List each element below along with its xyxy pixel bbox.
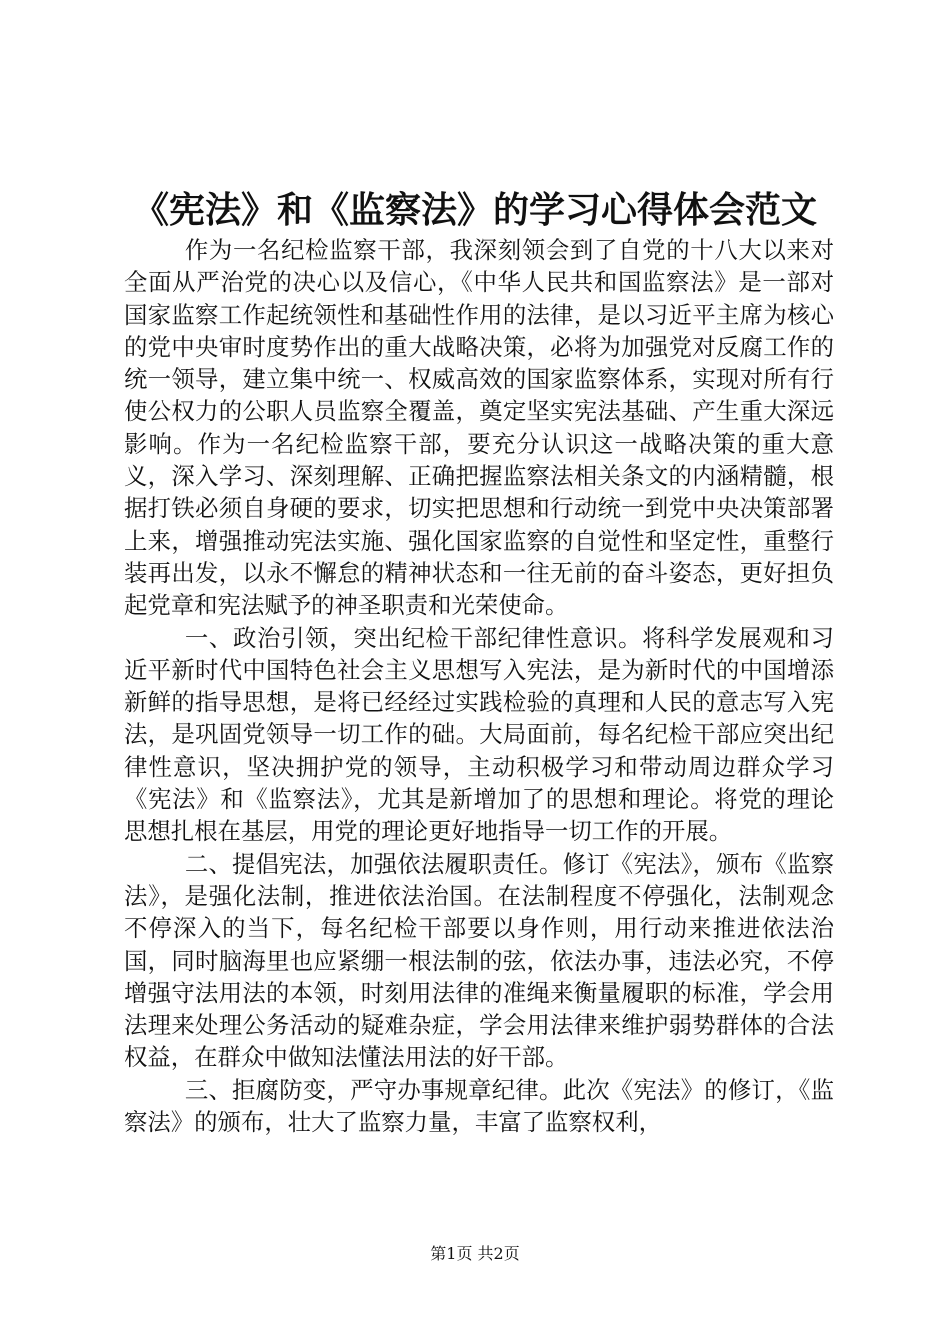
paragraph-intro: 作为一名纪检监察干部，我深刻领会到了自党的十八大以来对全面从严治党的决心以及信心，《中华人民共和国监察法》是一部对国家监察工作起统领性和基础性作用的法律，是以习近平主席为核心的党中央审时度势作出的重大战略决策，必将为加强党对反腐工作的统一领导，建立集中统一、权威高效的国家监察体系，实现对所有行使公权力的公职人员监察全覆盖，奠定坚实宪法基础、产生重大深远影响。作为一名纪检监察干部，要充分认识这一战略决策的重大意义，深入学习、深刻理解、正确把握监察法相关条文的内涵精髓，根据打铁必须自身硬的要求，切实把思想和行动统一到党中央决策部署上来，增强推动宪法实施、强化国家监察的自觉性和坚定性，重整行装再出发，以永不懈怠的精神状态和一往无前的奋斗姿态，更好担负起党章和宪法赋予的神圣职责和光荣使命。	[124, 236, 834, 620]
document-title: 《宪法》和《监察法》的学习心得体会范文	[132, 189, 817, 231]
paragraph-section-1: 一、政治引领，突出纪检干部纪律性意识。将科学发展观和习近平新时代中国特色社会主义思想写入宪法，是为新时代的中国增添新鲜的指导思想，是将已经经过实践检验的真理和人民的意志写入宪法，是巩固党领导一切工作的础。大局面前，每名纪检干部应突出纪律性意识，坚决拥护党的领导，主动积极学习和带动周边群众学习《宪法》和《监察法》，尤其是新增加了的思想和理论。将党的理论思想扎根在基层，用党的理论更好地指导一切工作的开展。	[124, 623, 834, 846]
page-number-footer: 第1页 共2页	[430, 1244, 520, 1263]
paragraph-section-3: 三、拒腐防变，严守办事规章纪律。此次《宪法》的修订，《监察法》的颁布，壮大了监察力量，丰富了监察权利，	[124, 1075, 834, 1137]
document-body	[124, 234, 834, 1138]
paragraph-section-2: 二、提倡宪法，加强依法履职责任。修订《宪法》，颁布《监察法》，是强化法制，推进依法治国。在法制程度不停强化，法制观念不停深入的当下，每名纪检干部要以身作则，用行动来推进依法治国，同时脑海里也应紧绷一根法制的弦，依法办事，违法必究，不停增强守法用法的本领，时刻用法律的准绳来衡量履职的标准，学会用法理来处理公务活动的疑难杂症，学会用法律来维护弱势群体的合法权益，在群众中做知法懂法用法的好干部。	[124, 849, 834, 1072]
